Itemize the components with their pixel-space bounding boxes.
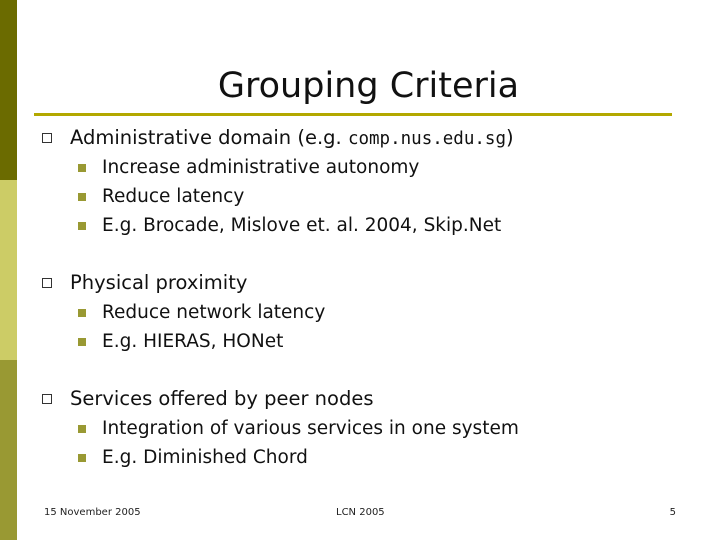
sub-bullet-admin-autonomy — [40, 153, 700, 182]
hollow-square-bullet-icon — [42, 278, 52, 288]
sub-bullet-text: E.g. Diminished Chord — [102, 447, 308, 468]
sub-bullet-proximity-examples — [40, 327, 700, 356]
bullet-text-prefix: Administrative domain (e.g. — [70, 126, 348, 149]
filled-square-bullet-icon — [78, 222, 86, 230]
sub-bullet-services-examples — [40, 443, 700, 472]
side-bar-middle — [0, 180, 17, 360]
filled-square-bullet-icon — [78, 454, 86, 462]
bullet-group-administrative-domain — [40, 123, 700, 240]
sub-bullet-text: Increase administrative autonomy — [102, 157, 420, 178]
sub-bullet-reduce-latency — [40, 182, 700, 211]
filled-square-bullet-icon — [78, 309, 86, 317]
side-bar-bottom — [0, 360, 17, 540]
sub-bullet-text: E.g. HIERAS, HONet — [102, 331, 284, 352]
sub-bullet-admin-examples — [40, 211, 700, 240]
sub-bullet-text: Reduce latency — [102, 186, 245, 207]
bullet-group-physical-proximity — [40, 268, 700, 356]
hollow-square-bullet-icon — [42, 133, 52, 143]
sub-bullet-text: E.g. Brocade, Mislove et. al. 2004, Skip.Net — [102, 215, 502, 236]
slide-title: Grouping Criteria — [217, 66, 520, 106]
footer-page-number: 5 — [669, 507, 676, 518]
domain-example-code: comp.nus.edu.sg — [347, 129, 506, 149]
bullet-group-services — [40, 384, 700, 472]
sub-bullet-service-integration — [40, 414, 700, 443]
filled-square-bullet-icon — [78, 164, 86, 172]
footer-conference: LCN 2005 — [336, 507, 385, 518]
sub-bullet-text: Integration of various services in one system — [102, 418, 519, 439]
bullet-administrative-domain — [40, 123, 700, 153]
bullet-physical-proximity — [40, 268, 700, 298]
filled-square-bullet-icon — [78, 193, 86, 201]
bullet-text-suffix: ) — [506, 126, 514, 149]
slide-content — [40, 123, 700, 472]
filled-square-bullet-icon — [78, 425, 86, 433]
bullet-text: Physical proximity — [70, 271, 248, 294]
title-underline — [34, 113, 672, 116]
bullet-text: Services offered by peer nodes — [70, 387, 374, 410]
footer-date: 15 November 2005 — [44, 507, 141, 518]
sub-bullet-text: Reduce network latency — [102, 302, 326, 323]
sub-bullet-network-latency — [40, 298, 700, 327]
filled-square-bullet-icon — [78, 338, 86, 346]
hollow-square-bullet-icon — [42, 394, 52, 404]
side-bar-top — [0, 0, 17, 180]
bullet-services-offered — [40, 384, 700, 414]
